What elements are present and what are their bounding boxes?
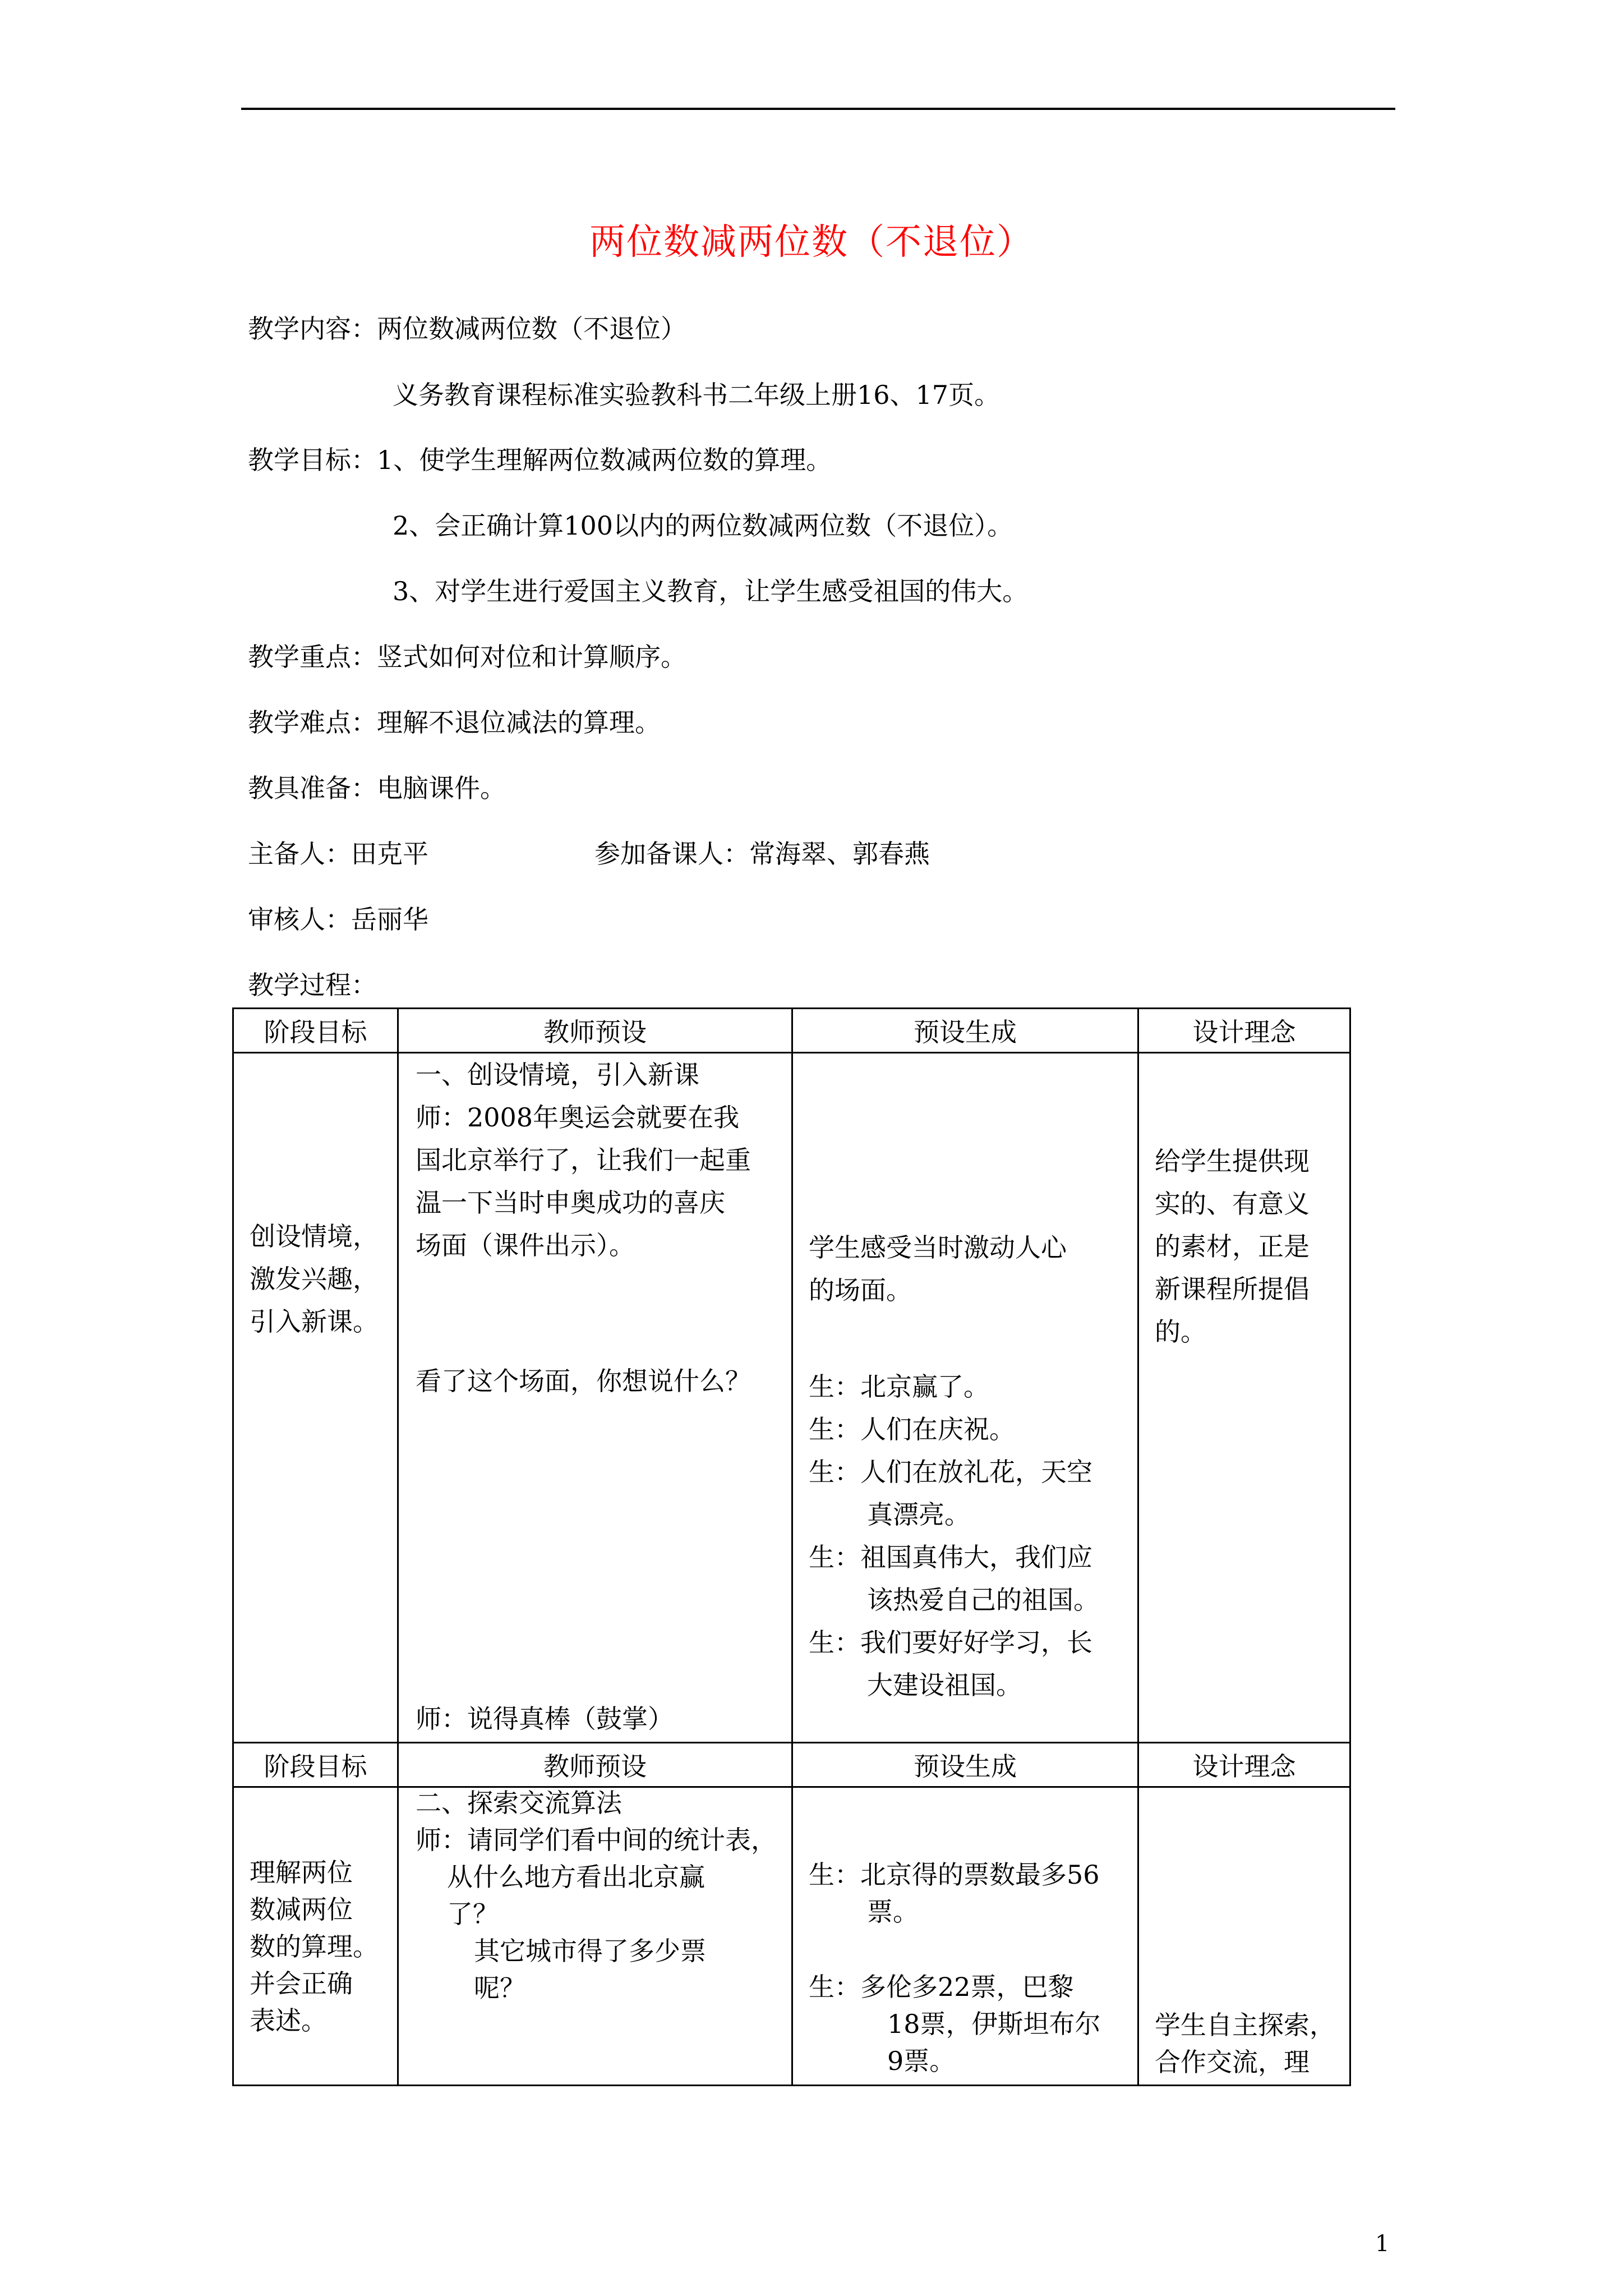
key-value: 竖式如何对位和计算顺序。	[377, 642, 686, 672]
process-label: 教学过程：	[248, 970, 377, 1000]
stage-line: 激发兴趣，	[250, 1264, 379, 1294]
teacher-line: 二、探索交流算法	[416, 1788, 622, 1818]
header-rule	[241, 108, 1395, 110]
student-cell	[792, 1787, 1138, 2086]
teacher-line: 从什么地方看出北京赢	[447, 1862, 705, 1892]
tools-line	[248, 771, 506, 805]
student-line: 生：人们在庆祝。	[809, 1414, 1015, 1444]
teacher-line: 一、创设情境，引入新课	[416, 1060, 699, 1090]
student-line: 的场面。	[809, 1275, 912, 1305]
table-header-row-2	[233, 1743, 1350, 1787]
stage-line: 并会正确	[250, 1968, 353, 1999]
header-teacher: 教师预设	[398, 1009, 792, 1053]
stage-line: 引入新课。	[250, 1306, 379, 1337]
key-point-line	[248, 640, 686, 674]
teacher-line: 场面（课件出示）。	[416, 1230, 635, 1260]
header-student: 预设生成	[792, 1743, 1138, 1787]
page-number: 1	[1375, 2231, 1390, 2257]
stage-line: 数减两位	[250, 1894, 353, 1925]
header-design: 设计理念	[1138, 1009, 1350, 1053]
student-line: 生：人们在放礼花，天空	[809, 1457, 1092, 1487]
student-line: 生：祖国真伟大，我们应	[809, 1542, 1092, 1572]
teacher-line: 师：说得真棒（鼓掌）	[416, 1704, 674, 1734]
teacher-line: 温一下当时申奥成功的喜庆	[416, 1188, 725, 1218]
table-row	[233, 1053, 1350, 1743]
stage-line: 理解两位	[250, 1857, 353, 1888]
teacher-cell	[398, 1053, 792, 1743]
header-student: 预设生成	[792, 1009, 1138, 1053]
stage-line: 表述。	[250, 2005, 327, 2036]
student-cell	[792, 1053, 1138, 1743]
design-line: 学生自主探索，	[1155, 2010, 1335, 2040]
goal-item-1: 1、使学生理解两位数减两位数的算理。	[377, 445, 832, 475]
content-line	[248, 312, 686, 346]
goal-label: 教学目标：	[248, 445, 377, 475]
difficulty-line	[248, 706, 661, 739]
teacher-line: 了？	[447, 1899, 499, 1929]
teacher-line: 其它城市得了多少票	[474, 1936, 706, 1966]
preparer: 主备人：田克平	[248, 839, 428, 869]
design-line: 实的、有意义	[1155, 1189, 1310, 1219]
design-line: 的。	[1155, 1317, 1206, 1347]
teacher-line: 师：2008年奥运会就要在我	[416, 1102, 740, 1133]
teacher-line: 师：请同学们看中间的统计表，	[416, 1825, 777, 1855]
tools-label: 教具准备：	[248, 773, 377, 803]
stage-line: 创设情境，	[250, 1221, 379, 1251]
content-value: 两位数减两位数（不退位）	[377, 314, 686, 344]
header-teacher: 教师预设	[398, 1743, 792, 1787]
design-cell	[1138, 1787, 1350, 2086]
student-line: 生：北京赢了。	[809, 1372, 989, 1402]
student-line: 9票。	[887, 2046, 956, 2076]
key-label: 教学重点：	[248, 642, 377, 672]
stage-line: 数的算理。	[250, 1931, 379, 1962]
student-line: 生：多伦多22票，巴黎	[809, 1972, 1074, 2002]
content-label: 教学内容：	[248, 314, 377, 344]
student-line: 学生感受当时激动人心	[809, 1232, 1067, 1263]
teacher-line: 国北京举行了，让我们一起重	[416, 1145, 751, 1175]
lesson-table	[232, 1007, 1351, 2086]
teacher-cell	[398, 1787, 792, 2086]
participants: 参加备课人：常海翠、郭春燕	[594, 839, 930, 869]
goal-item-3: 3、对学生进行爱国主义教育，让学生感受祖国的伟大。	[393, 576, 1029, 606]
difficulty-label: 教学难点：	[248, 707, 377, 738]
header-design: 设计理念	[1138, 1743, 1350, 1787]
student-line: 该热爱自己的祖国。	[867, 1585, 1099, 1615]
design-cell	[1138, 1053, 1350, 1743]
header-stage: 阶段目标	[233, 1743, 398, 1787]
teacher-line: 呢？	[474, 1973, 525, 2003]
student-line: 真漂亮。	[867, 1499, 970, 1530]
design-line: 合作交流，理	[1155, 2047, 1310, 2077]
tools-value: 电脑课件。	[377, 773, 506, 803]
student-line: 生：北京得的票数最多56	[809, 1860, 1100, 1890]
stage-cell	[233, 1053, 398, 1743]
header-stage: 阶段目标	[233, 1009, 398, 1053]
reviewer: 审核人：岳丽华	[248, 904, 428, 935]
content-line-2: 义务教育课程标准实验教科书二年级上册16、17页。	[393, 380, 1000, 410]
difficulty-value: 理解不退位减法的算理。	[377, 707, 661, 738]
student-line: 大建设祖国。	[867, 1670, 1022, 1700]
design-line: 的素材，正是	[1155, 1231, 1310, 1262]
table-row	[233, 1787, 1350, 2086]
goal-item-2: 2、会正确计算100以内的两位数减两位数（不退位）。	[393, 510, 1013, 541]
goal-line-1	[248, 443, 832, 477]
student-line: 票。	[867, 1897, 919, 1927]
design-line: 新课程所提倡	[1155, 1274, 1310, 1304]
table-header-row	[233, 1009, 1350, 1053]
stage-cell	[233, 1787, 398, 2086]
teacher-line: 看了这个场面，你想说什么？	[416, 1366, 751, 1396]
design-line: 给学生提供现	[1155, 1146, 1310, 1176]
student-line: 生：我们要好好学习，长	[809, 1627, 1092, 1658]
document-title: 两位数减两位数（不退位）	[589, 222, 1034, 263]
student-line: 18票，伊斯坦布尔	[887, 2009, 1101, 2039]
